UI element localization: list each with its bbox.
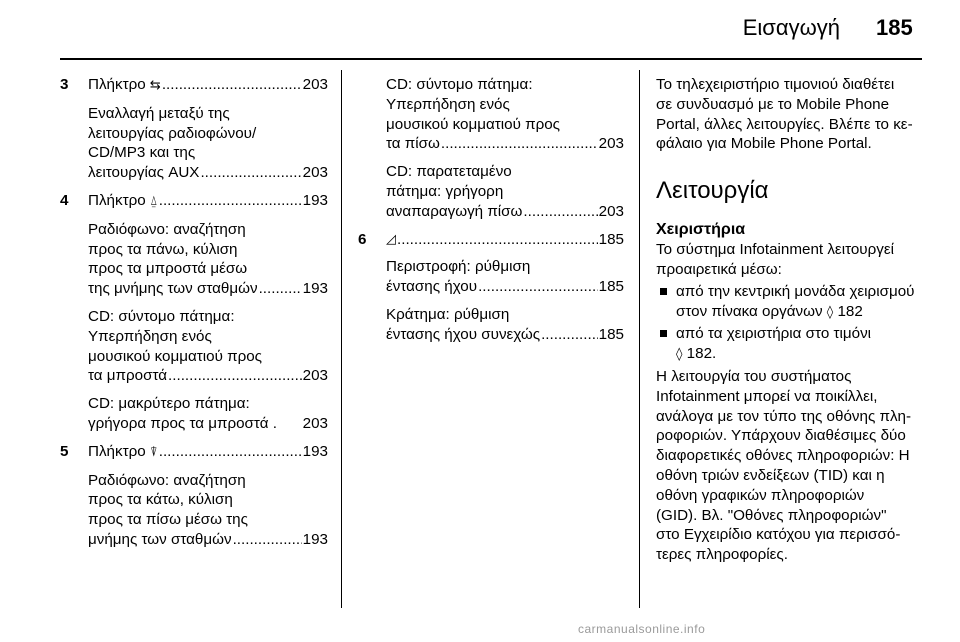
column-divider-1 bbox=[341, 70, 342, 608]
desc-line: λειτουργίας AUX bbox=[88, 164, 200, 182]
desc-line: της μνήμης των σταθμών bbox=[88, 280, 258, 298]
leader-dots bbox=[162, 75, 302, 96]
desc-line: CD: σύντομο πάτημα: bbox=[88, 307, 235, 325]
leader-dots bbox=[168, 366, 302, 386]
text-line: οθόνη τριών ενδείξεων (TID) και η bbox=[656, 466, 885, 484]
desc-line: μουσικού κομματιού προς bbox=[88, 347, 262, 365]
toc-line bbox=[88, 279, 328, 299]
entry-number: 4 bbox=[60, 191, 69, 209]
entry-4-desc-3 bbox=[60, 394, 328, 434]
desc-line: έντασης ήχου συνεχώς bbox=[386, 325, 541, 343]
source-toggle-icon: ⇆ bbox=[149, 78, 161, 93]
desc-line: Υπερπήδηση ενός bbox=[88, 327, 212, 345]
watermark: carmanualsonline.info bbox=[578, 622, 706, 636]
page-ref: 185 bbox=[598, 278, 624, 296]
toc-line bbox=[386, 134, 624, 154]
text-line: από την κεντρική μονάδα χειρισμού bbox=[676, 282, 915, 300]
page-number: 185 bbox=[876, 15, 913, 40]
desc-line: λειτουργίας ραδιοφώνου/ bbox=[88, 124, 257, 142]
section-heading: Λειτουργία bbox=[656, 177, 769, 205]
desc-line: Ραδιόφωνο: αναζήτηση bbox=[88, 220, 246, 238]
leader-dots bbox=[200, 163, 301, 183]
page-reference-icon: ◊ bbox=[826, 304, 834, 320]
text-line: ανάλογα με τον τύπο της οθόνης πλη- bbox=[656, 407, 912, 425]
entry-5-desc-2 bbox=[358, 75, 624, 154]
entry-5 bbox=[60, 442, 328, 463]
page-ref: 193 bbox=[302, 442, 328, 460]
entry-3-desc bbox=[60, 104, 328, 183]
page-ref: 182 bbox=[837, 302, 863, 320]
desc-line: Κράτημα: ρύθμιση bbox=[386, 305, 510, 323]
text-line: Το σύστημα Infotainment λειτουργεί bbox=[656, 241, 894, 259]
header-rule bbox=[60, 58, 922, 60]
entry-6-desc-1 bbox=[358, 257, 624, 297]
entry-label: Πλήκτρο bbox=[88, 191, 146, 209]
leader-dots bbox=[397, 230, 598, 250]
toc-line bbox=[386, 202, 624, 222]
controls-list bbox=[656, 282, 924, 365]
page-ref: 203 bbox=[302, 367, 328, 385]
leader-dots bbox=[541, 325, 598, 345]
text-line: τερες πληροφορίες. bbox=[656, 546, 788, 564]
toc-line bbox=[386, 277, 624, 297]
page-ref: 203 bbox=[302, 164, 328, 182]
leader-dots bbox=[441, 134, 598, 154]
volume-icon: ◿ bbox=[386, 231, 396, 247]
desc-line: CD: παρατεταμένο bbox=[386, 163, 512, 181]
toc-line bbox=[386, 230, 624, 250]
leader-dots bbox=[233, 530, 302, 550]
entry-number: 5 bbox=[60, 442, 69, 460]
text-line: Η λειτουργία του συστήματος bbox=[656, 367, 852, 385]
text-line: ροφοριών. Υπάρχουν διαθέσιμες δύο bbox=[656, 427, 906, 445]
text-line: στο Εγχειρίδιο κατόχου για περισσό- bbox=[656, 526, 901, 544]
toc-line bbox=[386, 325, 624, 345]
page-header-title: Εισαγωγή bbox=[742, 15, 840, 40]
toc-line bbox=[88, 414, 328, 434]
desc-line: τα μπροστά bbox=[88, 367, 168, 385]
list-item bbox=[656, 282, 924, 323]
page-ref: 185 bbox=[598, 230, 624, 248]
toc-line bbox=[88, 163, 328, 183]
leader-dots bbox=[159, 191, 302, 212]
page-ref: 182. bbox=[686, 345, 717, 363]
entry-5-desc-1 bbox=[60, 471, 328, 550]
desc-line: έντασης ήχου bbox=[386, 278, 478, 296]
desc-line: Περιστροφή: ρύθμιση bbox=[386, 258, 531, 276]
toc-line bbox=[88, 75, 328, 96]
text-line: Portal, άλλες λειτουργίες. Βλέπε το κε- bbox=[656, 115, 913, 133]
seek-up-icon: ⍙ bbox=[149, 193, 158, 209]
desc-line: Εναλλαγή μεταξύ της bbox=[88, 104, 230, 122]
desc-line: Υπερπήδηση ενός bbox=[386, 95, 510, 113]
controls-paragraph bbox=[656, 240, 924, 280]
entry-3 bbox=[60, 75, 328, 96]
desc-line: μνήμης των σταθμών bbox=[88, 530, 232, 548]
text-line bbox=[676, 302, 924, 323]
desc-line: μουσικού κομματιού προς bbox=[386, 115, 560, 133]
page-ref: 193 bbox=[302, 530, 328, 548]
entry-number: 3 bbox=[60, 76, 69, 93]
column-2 bbox=[358, 75, 624, 353]
page-ref: 193 bbox=[302, 191, 328, 209]
desc-line: CD: μακρύτερο πάτημα: bbox=[88, 395, 250, 413]
column-1 bbox=[60, 75, 328, 558]
text-line: οθόνη γραφικών πληροφοριών bbox=[656, 486, 865, 504]
text-line bbox=[676, 344, 924, 365]
entry-6 bbox=[358, 230, 624, 250]
subsection-heading: Χειριστήρια bbox=[656, 221, 746, 239]
column-3 bbox=[656, 75, 924, 565]
page-ref: 203 bbox=[302, 76, 328, 93]
text-line: διαφορετικές οθόνες πληροφοριών: Η bbox=[656, 447, 910, 465]
leader-dots bbox=[159, 442, 302, 463]
page-ref: 203 bbox=[598, 135, 624, 153]
text-line: προαιρετικά μέσω: bbox=[656, 260, 782, 278]
desc-line: προς τα πίσω μέσω της bbox=[88, 511, 248, 529]
display-paragraph bbox=[656, 367, 924, 565]
text-line: σε συνδυασμό με το Mobile Phone bbox=[656, 95, 890, 113]
desc-line: αναπαραγωγή πίσω bbox=[386, 202, 523, 220]
entry-number: 6 bbox=[358, 230, 367, 248]
desc-line: προς τα πάνω, κύλιση bbox=[88, 240, 238, 258]
column-divider-2 bbox=[639, 70, 640, 608]
entry-4-desc-2 bbox=[60, 307, 328, 386]
page-ref: 185 bbox=[598, 325, 624, 343]
desc-line: προς τα μπροστά μέσω bbox=[88, 260, 248, 278]
intro-paragraph bbox=[656, 75, 924, 154]
desc-line: προς τα κάτω, κύλιση bbox=[88, 491, 233, 509]
page-reference-icon: ◊ bbox=[676, 347, 683, 363]
text-line: (GID). Βλ. "Οθόνες πληροφοριών" bbox=[656, 506, 887, 524]
desc-line: γρήγορα προς τα μπροστά . bbox=[88, 414, 277, 432]
text-line: από τα χειριστήρια στο τιμόνι bbox=[676, 325, 872, 343]
text-line: Το τηλεχειριστήριο τιμονιού διαθέτει bbox=[656, 76, 895, 93]
leader-dots bbox=[478, 277, 598, 297]
desc-line: Ραδιόφωνο: αναζήτηση bbox=[88, 471, 246, 489]
leader-dots bbox=[259, 279, 302, 299]
desc-line: τα πίσω bbox=[386, 135, 440, 153]
desc-line: CD: σύντομο πάτημα: bbox=[386, 76, 533, 93]
text-line: φάλαιο για Mobile Phone Portal. bbox=[656, 135, 872, 153]
seek-down-icon: ⍒ bbox=[149, 444, 158, 460]
page-ref: 193 bbox=[302, 280, 328, 298]
leader-dots bbox=[523, 202, 597, 222]
entry-label: Πλήκτρο bbox=[88, 442, 146, 460]
entry-4 bbox=[60, 191, 328, 212]
entry-4-desc-1 bbox=[60, 220, 328, 299]
page-ref: 203 bbox=[302, 414, 328, 432]
entry-6-desc-2 bbox=[358, 305, 624, 345]
toc-line bbox=[88, 442, 328, 463]
bullet-text: στον πίνακα οργάνων bbox=[676, 302, 823, 320]
toc-line bbox=[88, 530, 328, 550]
text-line: Infotainment μπορεί να ποικίλλει, bbox=[656, 387, 878, 405]
page-ref: 203 bbox=[598, 202, 624, 220]
desc-line: πάτημα: γρήγορη bbox=[386, 182, 504, 200]
toc-line bbox=[88, 191, 328, 212]
toc-line bbox=[88, 366, 328, 386]
list-item bbox=[656, 324, 924, 365]
entry-5-desc-3 bbox=[358, 162, 624, 221]
desc-line: CD/MP3 και της bbox=[88, 144, 196, 162]
entry-label: Πλήκτρο bbox=[88, 76, 146, 93]
